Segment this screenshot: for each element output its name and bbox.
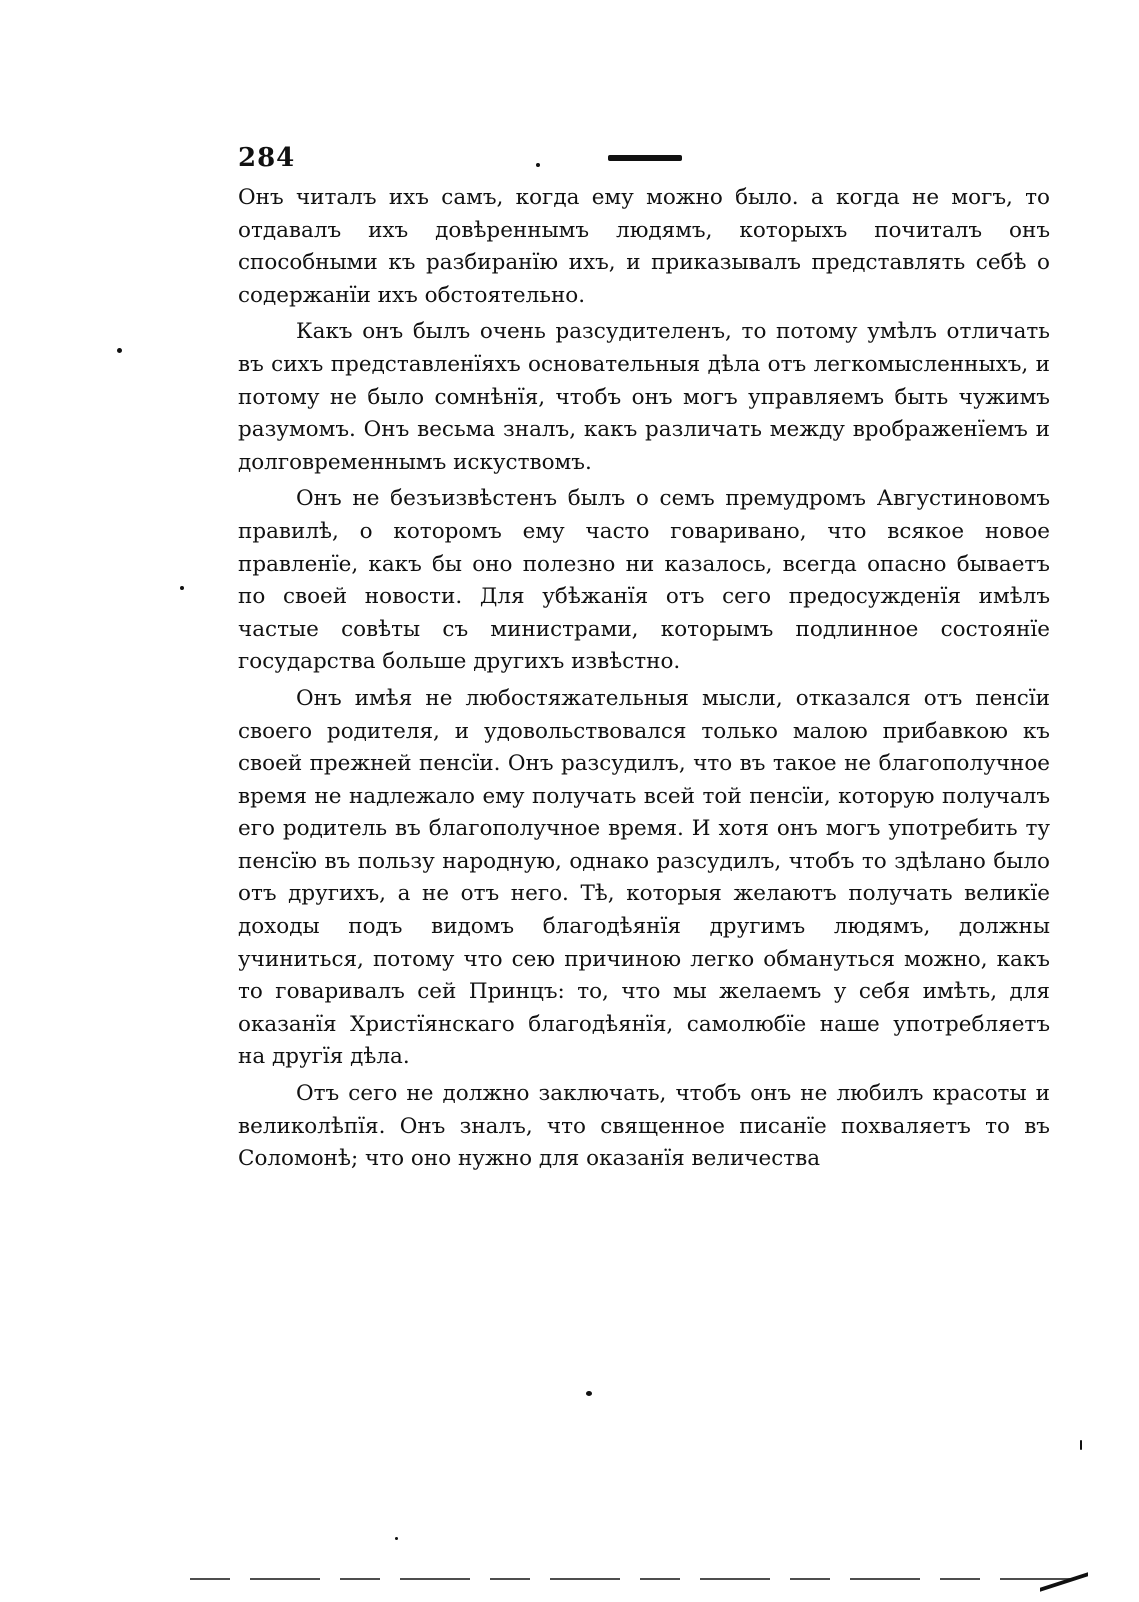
page-number: 284 — [238, 143, 296, 173]
page-header — [238, 143, 1068, 179]
paragraph-4: Онъ имѣя не любостяжательныя мысли, отказался отъ пенсїи своего родителя, и удовольствовался только малою прибавкою къ своей прежней пенсїи. Онъ разсудилъ, что въ такое не благополучное время не надлежало ему получать всей той пенсїи, которую получалъ его родитель въ благополучное время. И хотя онъ могъ употребить ту пенсїю въ пользу народную, однако разсудилъ, чтобъ то здѣлано было отъ другихъ, а не отъ него. Тѣ, которыя желаютъ получать великїе доходы подъ видомъ благодѣянїя другимъ людямъ, должны учиниться, потому что сею причиною легко обмануться можно, какъ то говаривалъ сей Принцъ: то, что мы желаемъ у себя имѣть, для оказанїя Христїянскаго благодѣянїя, самолюбїе наше употребляетъ на другїя дѣла. — [238, 685, 1050, 1070]
scan-speck — [395, 1537, 398, 1540]
paragraph-1: Онъ читалъ ихъ самъ, когда ему можно было. а когда не могъ, то отдавалъ ихъ довѣреннымъ людямъ, которыхъ почиталъ онъ способными къ разбиранїю ихъ, и приказывалъ представлять себѣ о содержанїи ихъ обстоятельно. — [238, 185, 1050, 308]
scan-speck — [180, 586, 184, 590]
scan-speck — [1080, 1440, 1082, 1450]
paragraph-3: Онъ не безъизвѣстенъ былъ о семъ премудромъ Августиновомъ правилѣ, о которомъ ему часто говаривано, что всякое новое правленїе, какъ бы оно полезно ни казалось, всегда опасно бываетъ по своей новости. Для убѣжанїя отъ сего предосужденїя имѣлъ частые совѣты съ министрами, которымъ подлинное состоянїе государства больше другихъ извѣстно. — [238, 486, 1050, 675]
page-text — [238, 182, 1050, 1176]
scan-speck — [117, 348, 122, 353]
scan-bottom-edge — [190, 1578, 1090, 1580]
header-rule-ornament — [608, 155, 682, 161]
paragraph-2: Какъ онъ былъ очень разсудителенъ, то потому умѣлъ отличать въ сихъ представленїяхъ основательныя дѣла отъ легкомысленныхъ, и потому не было сомнѣнїя, чтобъ онъ могъ управляемъ быть чужимъ разумомъ. Онъ весьма зналъ, какъ различать между врображенїемъ и долговременнымъ искуствомъ. — [238, 319, 1050, 475]
scan-speck — [586, 1391, 592, 1396]
scan-corner-mark — [1040, 1552, 1088, 1592]
paragraph-5: Отъ сего не должно заключать, чтобъ онъ не любилъ красоты и великолѣпїя. Онъ зналъ, что священное писанїе похваляетъ то въ Соломонѣ; что оно нужно для оказанїя величества — [238, 1081, 1050, 1172]
header-dot-ornament — [536, 163, 540, 167]
